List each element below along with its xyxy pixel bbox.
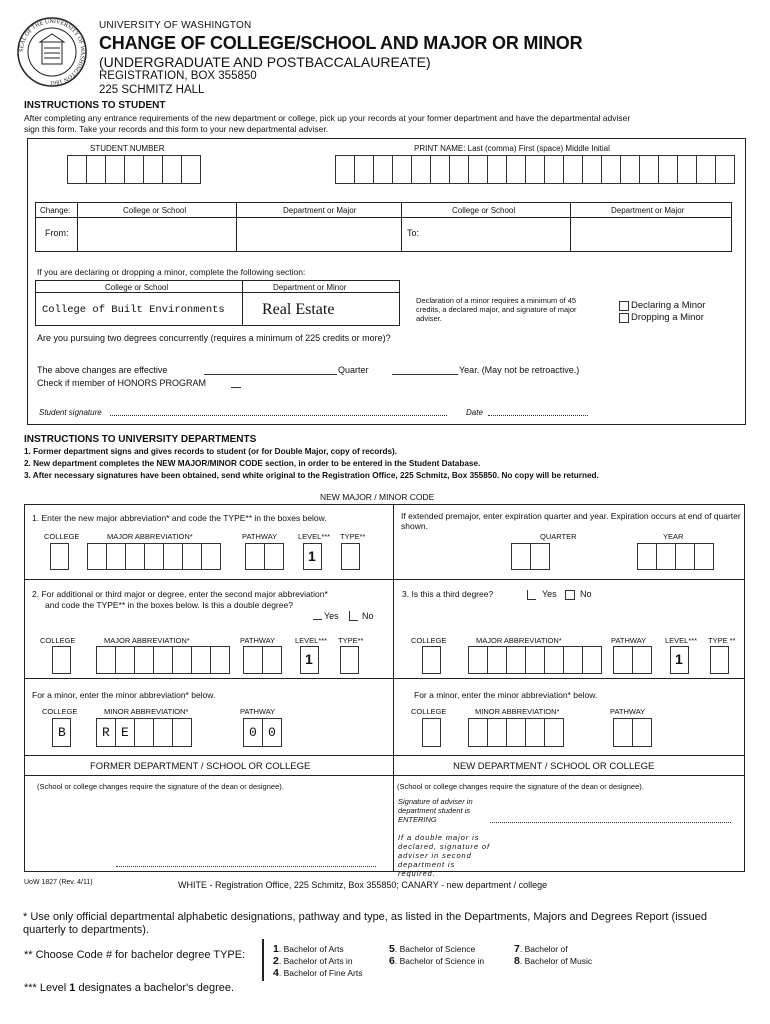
print-name-cell[interactable]	[563, 155, 583, 184]
m2-minor-abbr-cell[interactable]	[506, 718, 526, 747]
dropping-minor-label: Dropping a Minor	[631, 312, 704, 323]
r2-major-abbr-cell[interactable]	[115, 646, 135, 674]
form-subtitle: (UNDERGRADUATE AND POSTBACCALAUREATE)	[99, 54, 431, 70]
m2-minor-abbr-cell[interactable]	[525, 718, 545, 747]
m1-pathway-cell[interactable]	[262, 718, 282, 747]
concurrent-degrees-question: Are you pursuing two degrees concurrently (requires a minimum of 225 credits or more)?	[37, 333, 391, 343]
r3-major-abbr-cell[interactable]	[563, 646, 583, 674]
former-dean-note: (School or college changes require the signature of the dean or designee).	[37, 782, 284, 791]
r2-level-box[interactable]	[300, 646, 319, 674]
m1-college-label: COLLEGE	[42, 707, 78, 716]
student-number-cell[interactable]	[67, 155, 87, 184]
declaring-minor-checkbox[interactable]	[619, 301, 629, 311]
r1-level-label: LEVEL***	[298, 532, 331, 541]
r2-major-abbr-cell[interactable]	[210, 646, 230, 674]
former-dept-signature-line[interactable]	[116, 866, 376, 867]
r3-level-box[interactable]	[670, 646, 689, 674]
adviser-signature-line[interactable]	[490, 822, 731, 823]
r1-type-box[interactable]	[341, 543, 360, 570]
r2-major-abbr-cell[interactable]	[172, 646, 192, 674]
r1-major-abbr-cell[interactable]	[125, 543, 145, 570]
m2-college-box[interactable]	[422, 718, 441, 747]
abbreviation-note: * Use only official departmental alphabetic designations, pathway and type, as listed in the Departments, Majors and Degrees Report (issued quarterly to departments).	[23, 911, 708, 936]
r3-type-label: TYPE **	[708, 636, 736, 645]
print-name-cell[interactable]	[677, 155, 697, 184]
form-title: CHANGE OF COLLEGE/SCHOOL AND MAJOR OR MINOR	[99, 33, 583, 53]
r3-level-label: LEVEL***	[665, 636, 698, 645]
student-number-label: STUDENT NUMBER	[90, 144, 165, 153]
m1-minor-abbr-cell[interactable]	[96, 718, 116, 747]
to-college-input[interactable]	[425, 218, 570, 251]
effective-label: The above changes are effective	[37, 365, 168, 375]
registration-box: REGISTRATION, BOX 355850	[99, 70, 257, 82]
form-id: UoW 1827 (Rev. 4/11)	[24, 879, 93, 886]
m1-pathway-cell[interactable]	[243, 718, 263, 747]
student-instructions-line2: sign this form. Take your records and this form to your new departmental adviser.	[24, 124, 329, 134]
dept-instruction-2: 2. New department completes the NEW MAJOR/MINOR CODE section, in order to be entered in the Student Database.	[24, 459, 481, 468]
type-prompt: ** Choose Code # for bachelor degree TYPE:	[24, 949, 246, 961]
r1-college-label: COLLEGE	[44, 532, 80, 541]
r1-major-abbr-cell[interactable]	[106, 543, 126, 570]
print-name-cell[interactable]	[411, 155, 431, 184]
m2-minor-abbr-label: MINOR ABBREVIATION*	[475, 707, 560, 716]
r3-major-abbr-cell[interactable]	[468, 646, 488, 674]
m1-minor-abbr-cell[interactable]	[153, 718, 173, 747]
university-name: UNIVERSITY OF WASHINGTON	[99, 20, 252, 31]
print-name-cell[interactable]	[696, 155, 716, 184]
print-name-cell[interactable]	[487, 155, 507, 184]
new-dept-header: NEW DEPARTMENT / SCHOOL OR COLLEGE	[453, 761, 655, 772]
r2-pathway-label: PATHWAY	[240, 636, 276, 645]
minor-requirement-note: Declaration of a minor requires a minimum of 45 credits, a declared major, and signature of major adviser.	[416, 296, 577, 323]
r3-major-abbr-cell[interactable]	[582, 646, 602, 674]
student-number-cell[interactable]	[86, 155, 106, 184]
r2-level-value: 1	[305, 651, 313, 667]
m1-minor-abbr-value: E	[121, 725, 129, 740]
effective-year-input[interactable]	[392, 374, 458, 375]
double-degree-no-check[interactable]	[349, 611, 358, 621]
r3-major-abbr-cell[interactable]	[525, 646, 545, 674]
print-name-cell[interactable]	[620, 155, 640, 184]
print-name-cell[interactable]	[582, 155, 602, 184]
expiration-quarter-cell[interactable]	[530, 543, 550, 570]
m1-pathway-label: PATHWAY	[240, 707, 276, 716]
minor-college-header: College or School	[105, 283, 169, 292]
print-name-cell[interactable]	[373, 155, 393, 184]
hall-address: 225 SCHMITZ HALL	[99, 84, 205, 96]
svg-text:SEAL OF THE UNIVERSITY OF WASH: SEAL OF THE UNIVERSITY OF WASHINGTON 1861	[18, 18, 86, 86]
third-degree-no-check[interactable]	[565, 590, 575, 600]
r3-major-abbr-cell[interactable]	[506, 646, 526, 674]
honors-checkbox[interactable]	[231, 387, 241, 388]
r3-pathway-label: PATHWAY	[611, 636, 647, 645]
m1-minor-abbr-label: MINOR ABBREVIATION*	[104, 707, 189, 716]
print-name-cell[interactable]	[449, 155, 469, 184]
r1-level-box[interactable]	[303, 543, 322, 570]
r3-major-abbr-cell[interactable]	[544, 646, 564, 674]
r1-college-box[interactable]	[50, 543, 69, 570]
expiration-year-cell[interactable]	[637, 543, 657, 570]
r2-college-label: COLLEGE	[40, 636, 76, 645]
r3-pathway-cell[interactable]	[632, 646, 652, 674]
r1-pathway-cell[interactable]	[245, 543, 265, 570]
third-degree-yes-label: Yes	[542, 589, 557, 599]
type-code-1: 1. Bachelor of Arts	[273, 943, 344, 955]
to-label: To:	[407, 228, 420, 238]
q2-line2: and code the TYPE** in the boxes below. Is this a double degree?	[45, 600, 293, 610]
r1-level-value: 1	[308, 548, 316, 564]
m1-minor-abbr-value: R	[102, 725, 110, 740]
effective-quarter-input[interactable]	[204, 374, 337, 375]
type-code-7: 7. Bachelor of	[514, 943, 568, 955]
type-code-2: 2. Bachelor of Arts in	[273, 955, 353, 967]
print-name-cell[interactable]	[335, 155, 355, 184]
copies-distribution: WHITE - Registration Office, 225 Schmitz, Box 355850; CANARY - new department / college	[178, 880, 548, 890]
year-header: YEAR	[663, 532, 684, 541]
r1-major-abbr-cell[interactable]	[182, 543, 202, 570]
dept-instructions-heading: INSTRUCTIONS TO UNIVERSITY DEPARTMENTS	[24, 434, 257, 445]
expiration-year-cell[interactable]	[694, 543, 714, 570]
m2-minor-abbr-cell[interactable]	[544, 718, 564, 747]
r2-major-abbr-cell[interactable]	[134, 646, 154, 674]
student-number-cell[interactable]	[181, 155, 201, 184]
double-degree-yes-label: Yes	[324, 611, 339, 621]
minor-intro: If you are declaring or dropping a minor, complete the following section:	[37, 267, 306, 277]
new-dean-note: (School or college changes require the signature of the dean or designee).	[397, 782, 644, 791]
from-label: From:	[45, 228, 69, 238]
minor-prompt-right: For a minor, enter the minor abbreviation* below.	[414, 690, 598, 700]
print-name-cell[interactable]	[658, 155, 678, 184]
from-college-header: College or School	[123, 206, 187, 215]
student-instructions-heading: INSTRUCTIONS TO STUDENT	[24, 100, 166, 111]
print-name-cell[interactable]	[715, 155, 735, 184]
university-seal	[16, 16, 88, 88]
premajor-note: If extended premajor, enter expiration quarter and year. Expiration occurs at end of quarter shown.	[401, 511, 741, 531]
dept-instruction-1: 1. Former department signs and gives records to student (or for Double Major, copy of records).	[24, 447, 398, 456]
print-name-label: PRINT NAME: Last (comma) First (space) Middle Initial	[414, 144, 610, 153]
r1-major-abbr-cell[interactable]	[144, 543, 164, 570]
r1-major-abbr-cell[interactable]	[87, 543, 107, 570]
double-major-signature-label: If a double major is declared, signature of adviser in second department is required.	[398, 833, 490, 878]
m2-minor-abbr-cell[interactable]	[468, 718, 488, 747]
m2-pathway-label: PATHWAY	[610, 707, 646, 716]
third-degree-yes-check[interactable]	[527, 590, 536, 600]
r1-type-label: TYPE**	[340, 532, 366, 541]
code-section-title: NEW MAJOR / MINOR CODE	[320, 492, 435, 502]
dept-instruction-3: 3. After necessary signatures have been obtained, send white original to the Registration Office, 225 Schmitz, Box 355850. No copy will be returned.	[24, 471, 599, 480]
r2-major-abbr-label: MAJOR ABBREVIATION*	[104, 636, 190, 645]
m1-minor-abbr-cell[interactable]	[115, 718, 135, 747]
m1-pathway-value: 0	[249, 725, 257, 740]
from-dept-header: Department or Major	[283, 206, 357, 215]
r2-major-abbr-cell[interactable]	[191, 646, 211, 674]
m1-minor-abbr-cell[interactable]	[134, 718, 154, 747]
change-label: Change:	[40, 206, 71, 215]
q3-text: 3. Is this a third degree?	[402, 589, 494, 599]
expiration-year-cell[interactable]	[675, 543, 695, 570]
to-dept-input[interactable]	[571, 218, 731, 251]
r3-college-box[interactable]	[422, 646, 441, 674]
m1-pathway-value: 0	[268, 725, 276, 740]
date-line[interactable]	[488, 415, 588, 416]
r2-major-abbr-cell[interactable]	[153, 646, 173, 674]
m2-minor-abbr-cell[interactable]	[487, 718, 507, 747]
from-college-input[interactable]	[78, 218, 236, 251]
m2-pathway-cell[interactable]	[613, 718, 633, 747]
print-name-cell[interactable]	[468, 155, 488, 184]
r1-pathway-label: PATHWAY	[242, 532, 278, 541]
r3-level-value: 1	[675, 651, 683, 667]
year-label: Year. (May not be retroactive.)	[459, 365, 580, 375]
print-name-cell[interactable]	[601, 155, 621, 184]
m1-college-value: B	[58, 725, 66, 740]
m1-minor-abbr-cell[interactable]	[172, 718, 192, 747]
to-college-header: College or School	[452, 206, 516, 215]
print-name-cell[interactable]	[544, 155, 564, 184]
r2-major-abbr-cell[interactable]	[96, 646, 116, 674]
former-dept-header: FORMER DEPARTMENT / SCHOOL OR COLLEGE	[90, 761, 311, 772]
student-number-cell[interactable]	[124, 155, 144, 184]
print-name-cell[interactable]	[639, 155, 659, 184]
minor-prompt-left: For a minor, enter the minor abbreviation* below.	[32, 690, 216, 700]
r2-college-box[interactable]	[52, 646, 71, 674]
r3-type-box[interactable]	[710, 646, 729, 674]
r1-major-abbr-label: MAJOR ABBREVIATION*	[107, 532, 193, 541]
to-dept-header: Department or Major	[611, 206, 685, 215]
r3-pathway-cell[interactable]	[613, 646, 633, 674]
student-number-cell[interactable]	[105, 155, 125, 184]
r1-major-abbr-cell[interactable]	[201, 543, 221, 570]
r3-college-label: COLLEGE	[411, 636, 447, 645]
q2-line1: 2. For additional or third major or degree, enter the second major abbreviation*	[32, 589, 328, 599]
print-name-cell[interactable]	[430, 155, 450, 184]
r3-major-abbr-label: MAJOR ABBREVIATION*	[476, 636, 562, 645]
m2-college-label: COLLEGE	[411, 707, 447, 716]
honors-label: Check if member of HONORS PROGRAM	[37, 378, 207, 388]
m2-pathway-cell[interactable]	[632, 718, 652, 747]
from-dept-input[interactable]	[237, 218, 401, 251]
student-number-cell[interactable]	[162, 155, 182, 184]
print-name-cell[interactable]	[354, 155, 374, 184]
level-note: *** Level 1 designates a bachelor's degree.	[24, 982, 235, 994]
quarter-label: Quarter	[338, 365, 369, 375]
r2-type-label: TYPE**	[338, 636, 364, 645]
r3-major-abbr-cell[interactable]	[487, 646, 507, 674]
student-instructions-line1: After completing any entrance requirements of the new department or college, pick up your records at your former department and have the departmental adviser	[24, 113, 631, 123]
print-name-cell[interactable]	[392, 155, 412, 184]
r2-pathway-cell[interactable]	[243, 646, 263, 674]
q1-text: 1. Enter the new major abbreviation* and code the TYPE** in the boxes below.	[32, 513, 327, 523]
print-name-cell[interactable]	[506, 155, 526, 184]
r2-level-label: LEVEL***	[295, 636, 328, 645]
type-code-5: 5. Bachelor of Science	[389, 943, 476, 955]
type-code-6: 6. Bachelor of Science in	[389, 955, 485, 967]
r1-major-abbr-cell[interactable]	[163, 543, 183, 570]
double-degree-yes-check[interactable]	[313, 619, 322, 620]
date-label: Date	[466, 408, 483, 417]
r1-pathway-cell[interactable]	[264, 543, 284, 570]
r2-type-box[interactable]	[340, 646, 359, 674]
student-signature-line[interactable]	[110, 415, 447, 416]
adviser-signature-label: Signature of adviser in department student is ENTERING	[398, 797, 473, 824]
quarter-header: QUARTER	[540, 532, 577, 541]
minor-dept-value[interactable]: Real Estate	[262, 301, 335, 318]
type-code-4: 4. Bachelor of Fine Arts	[273, 967, 363, 979]
declaring-minor-label: Declaring a Minor	[631, 300, 706, 311]
student-signature-label: Student signature	[39, 408, 102, 417]
print-name-cell[interactable]	[525, 155, 545, 184]
third-degree-no-label: No	[580, 589, 592, 599]
type-code-8: 8. Bachelor of Music	[514, 955, 593, 967]
m1-college-box[interactable]	[52, 718, 71, 747]
minor-college-value[interactable]: College of Built Environments	[42, 304, 225, 316]
dropping-minor-checkbox[interactable]	[619, 313, 629, 323]
r2-pathway-cell[interactable]	[262, 646, 282, 674]
minor-dept-header: Department or Minor	[273, 283, 347, 292]
expiration-year-cell[interactable]	[656, 543, 676, 570]
expiration-quarter-cell[interactable]	[511, 543, 531, 570]
double-degree-no-label: No	[362, 611, 374, 621]
student-number-cell[interactable]	[143, 155, 163, 184]
